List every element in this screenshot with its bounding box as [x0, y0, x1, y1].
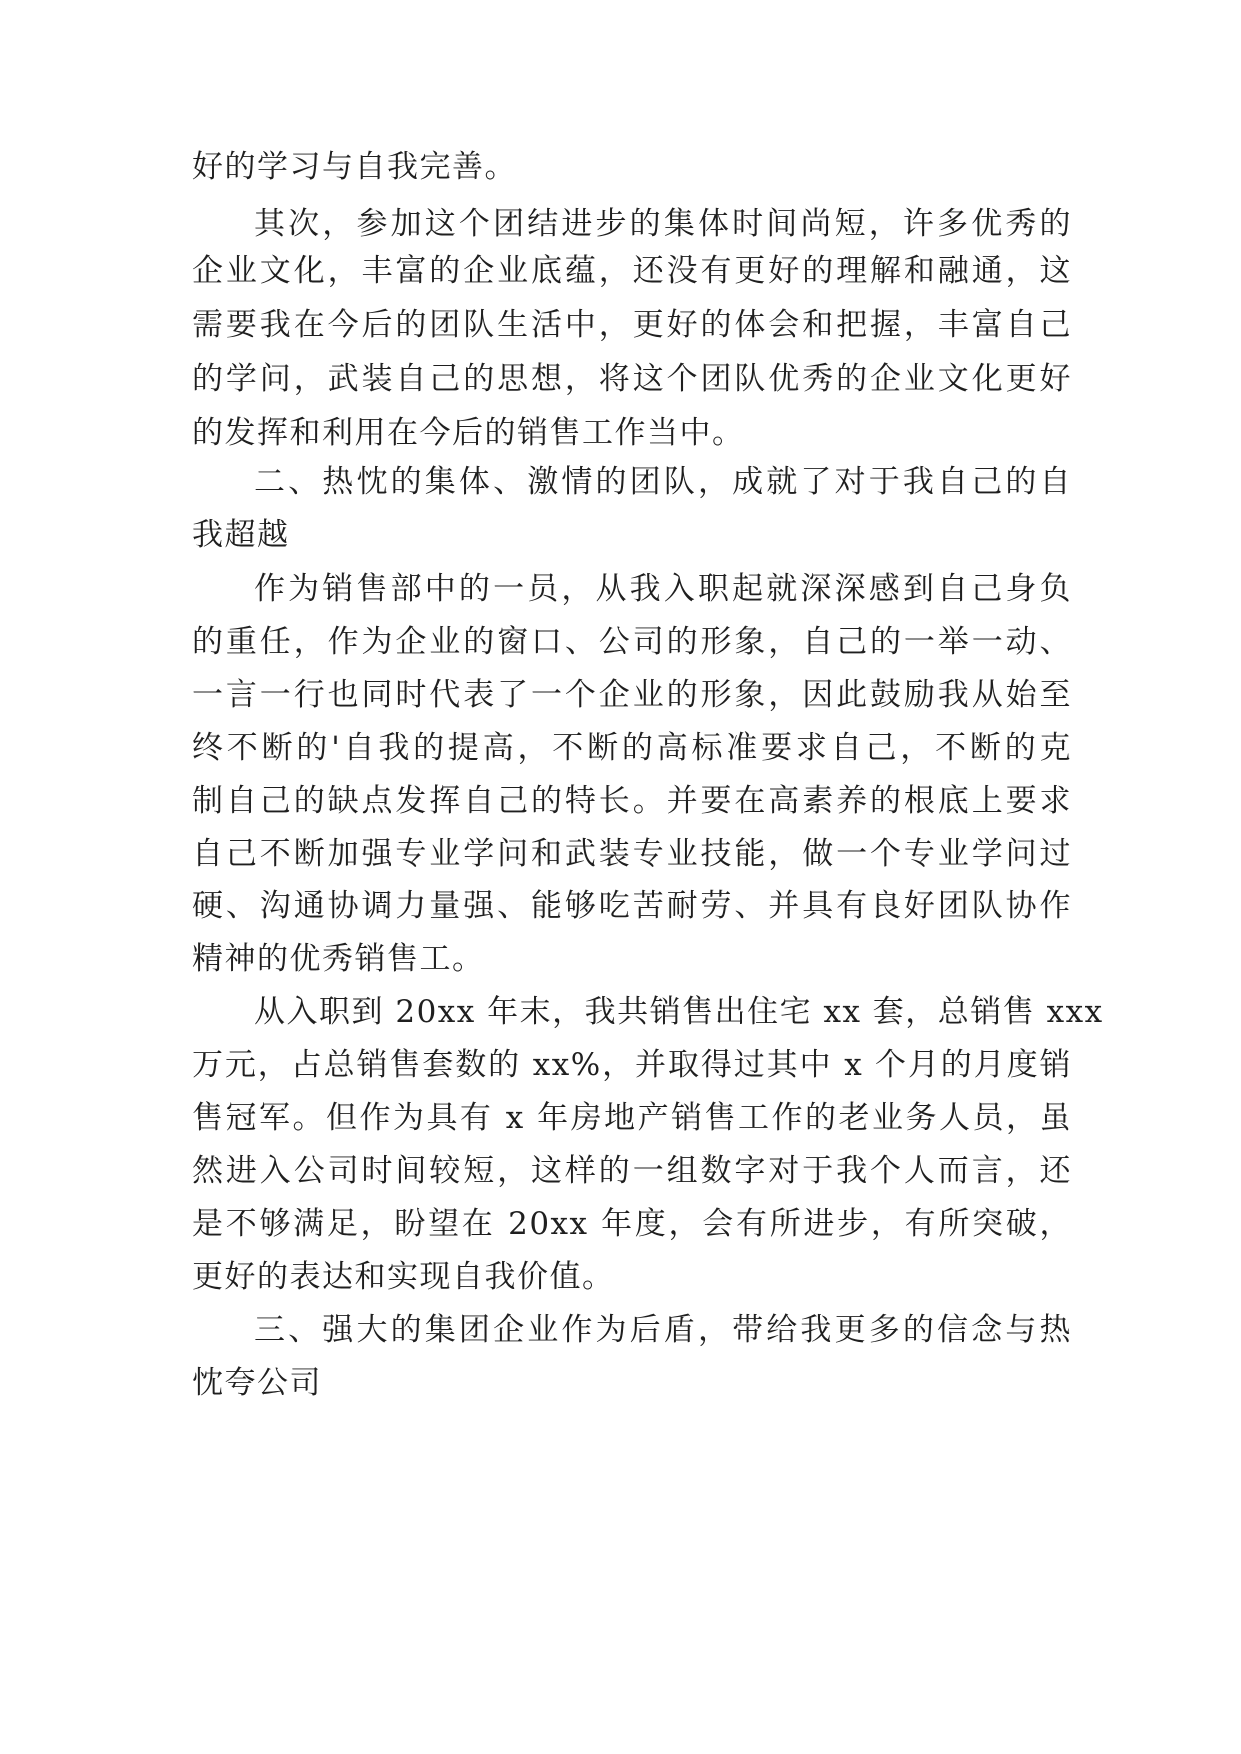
section-heading-line: 我超越 — [192, 517, 290, 553]
text-line: 的发挥和利用在今后的销售工作当中。 — [192, 415, 745, 451]
paragraph-start-line: 从入职到 20xx 年末，我共销售出住宅 xx 套，总销售 xxx — [254, 994, 1104, 1030]
paragraph-start-line: 作为销售部中的一员，从我入职起就深深感到自己身负 — [254, 571, 1072, 607]
text-line: 万元，占总销售套数的 xx%，并取得过其中 x 个月的月度销 — [192, 1047, 1072, 1083]
section-heading-line: 二、热忱的集体、激情的团队，成就了对于我自己的自 — [254, 464, 1072, 500]
text-line: 然进入公司时间较短，这样的一组数字对于我个人而言，还 — [192, 1153, 1072, 1189]
text-line: 制自己的缺点发挥自己的特长。并要在高素养的根底上要求 — [192, 783, 1072, 819]
text-line: 的学问，武装自己的思想，将这个团队优秀的企业文化更好 — [192, 361, 1072, 397]
text-line: 硬、沟通协调力量强、能够吃苦耐劳、并具有良好团队协作 — [192, 888, 1072, 924]
text-line: 一言一行也同时代表了一个企业的形象，因此鼓励我从始至 — [192, 677, 1072, 713]
section-heading-line: 忱夸公司 — [192, 1365, 322, 1401]
text-line: 需要我在今后的团队生活中，更好的体会和把握，丰富自己 — [192, 307, 1072, 343]
text-line: 售冠军。但作为具有 x 年房地产销售工作的老业务人员，虽 — [192, 1100, 1072, 1136]
text-line: 企业文化，丰富的企业底蕴，还没有更好的理解和融通，这 — [192, 253, 1072, 289]
text-line: 精神的优秀销售工。 — [192, 941, 485, 977]
text-line: 更好的表达和实现自我价值。 — [192, 1259, 615, 1295]
text-line: 的重任，作为企业的窗口、公司的形象，自己的一举一动、 — [192, 624, 1072, 660]
paragraph-start-line: 其次，参加这个团结进步的集体时间尚短，许多优秀的 — [254, 206, 1072, 242]
text-line: 自己不断加强专业学问和武装专业技能，做一个专业学问过 — [192, 836, 1072, 872]
text-line: 终不断的'自我的提高，不断的高标准要求自己，不断的克 — [192, 730, 1072, 766]
text-line: 好的学习与自我完善。 — [192, 149, 517, 185]
section-heading-line: 三、强大的集团企业作为后盾，带给我更多的信念与热 — [254, 1312, 1072, 1348]
text-line: 是不够满足，盼望在 20xx 年度，会有所进步，有所突破， — [192, 1206, 1072, 1242]
